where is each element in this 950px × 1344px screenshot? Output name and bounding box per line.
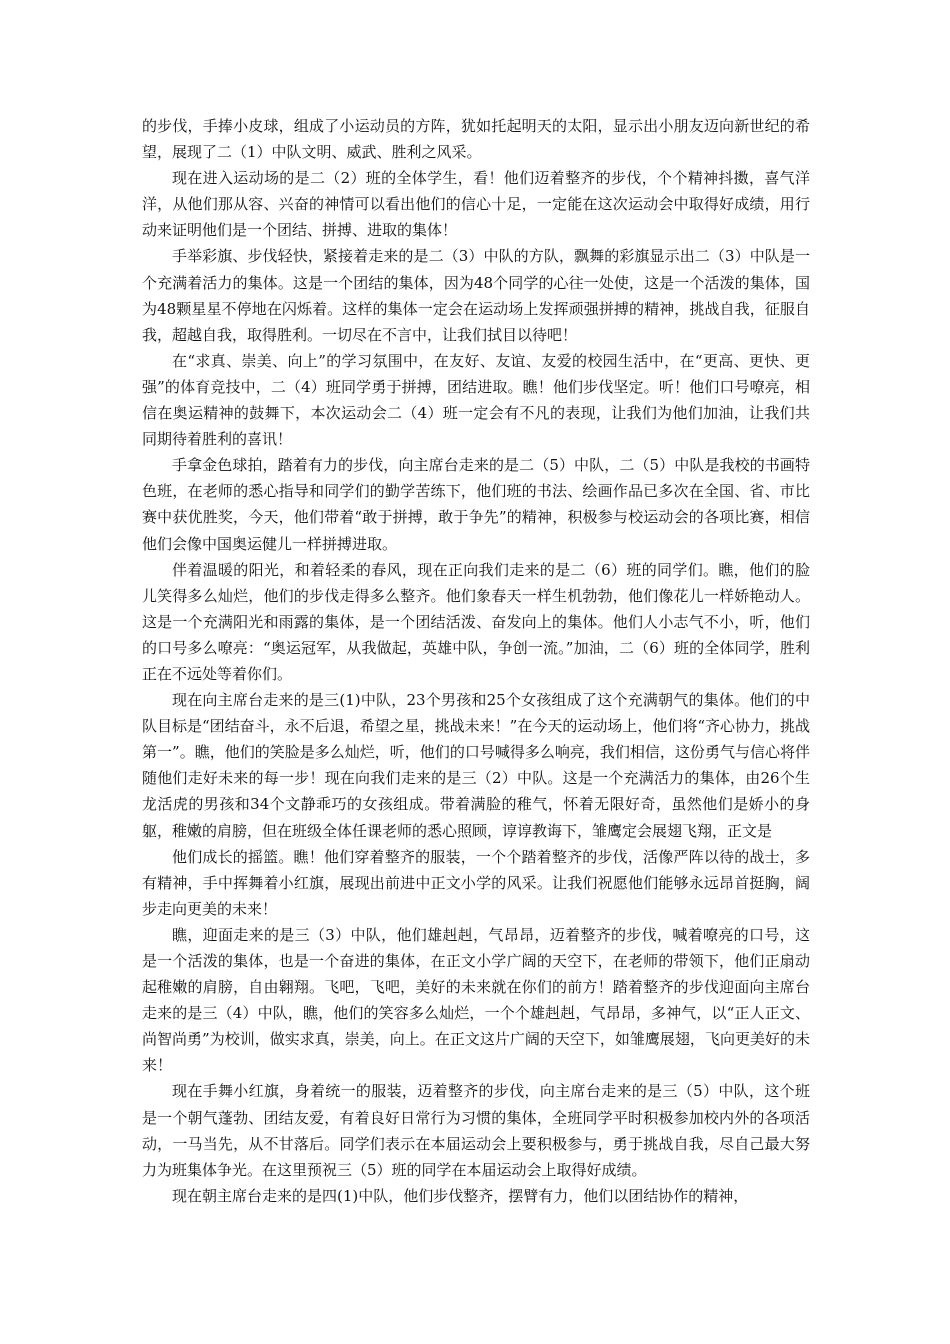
- paragraph: 现在向主席台走来的是三(1)中队，23个男孩和25个女孩组成了这个充满朝气的集体。他们的中队目标是“团结奋斗，永不后退，希望之星，挑战未来！”在今天的运动场上，他们将“齐心协力，挑战第一”。瞧，他们的笑脸是多么灿烂，听，他们的口号喊得多么响亮，我们相信，这份勇气与信心将伴随他们走好未来的每一步！现在向我们走来的是三（2）中队。这是一个充满活力的集体，由26个生龙活虎的男孩和34个文静乖巧的女孩组成。带着满脸的稚气，怀着无限好奇，虽然他们是娇小的身躯，稚嫩的肩膀，但在班级全体任课老师的悉心照顾，谆谆教诲下，雏鹰定会展翅飞翔，正文是: [142, 691, 811, 840]
- paragraph: 现在手舞小红旗，身着统一的服装，迈着整齐的步伐，向主席台走来的是三（5）中队，这个班是一个朝气蓬勃、团结友爱，有着良好日常行为习惯的集体，全班同学平时积极参加校内外的各项活动，一马当先，从不甘落后。同学们表示在本届运动会上要积极参与，勇于挑战自我，尽自己最大努力为班集体争光。在这里预祝三（5）班的同学在本届运动会上取得好成绩。: [142, 1082, 810, 1179]
- paragraph: 瞧，迎面走来的是三（3）中队，他们雄赳赳，气昂昂，迈着整齐的步伐，喊着嘹亮的口号，这是一个活泼的集体，也是一个奋进的集体，在正文小学广阔的天空下，在老师的带领下，他们正扇动起稚嫩的肩膀，自由翱翔。飞吧，飞吧，美好的未来就在你们的前方！踏着整齐的步伐迎面向主席台走来的是三（4）中队，瞧，他们的笑容多么灿烂，一个个雄赳赳，气昂昂，多神气，以“正人正文、尚智尚勇”为校训，做实求真，崇美，向上。在正文这片广阔的天空下，如雏鹰展翅，飞向更美好的未来！: [142, 925, 810, 1075]
- paragraph: 伴着温暖的阳光，和着轻柔的春风，现在正向我们走来的是二（6）班的同学们。瞧，他们的脸儿笑得多么灿烂，他们的步伐走得多么整齐。他们象春天一样生机勃勃，他们像花儿一样娇艳动人。这是一个充满阳光和雨露的集体，是一个团结活泼、奋发向上的集体。他们人小志气不小，听，他们的口号多么嘹亮：“奥运冠军，从我做起，英雄中队，争创一流。”加油，二（6）班的全体同学，胜利正在不远处等着你们。: [142, 560, 810, 683]
- paragraph: 他们成长的摇篮。瞧！他们穿着整齐的服装，一个个踏着整齐的步伐，活像严阵以待的战士，多有精神，手中挥舞着小红旗，展现出前进中正文小学的风采。让我们祝愿他们能够永远昂首挺胸，阔步走向更美的未来！: [142, 847, 810, 918]
- paragraph: 手拿金色球拍，踏着有力的步伐，向主席台走来的是二（5）中队，二（5）中队是我校的书画特色班，在老师的悉心指导和同学们的勤学苦练下，他们班的书法、绘画作品已多次在全国、省、市比赛中获优胜奖，今天，他们带着“敢于拼搏，敢于争先”的精神，积极参与校运动会的各项比赛，相信他们会像中国奥运健儿一样拼搏进取。: [142, 456, 810, 553]
- paragraph: 在“求真、崇美、向上”的学习氛围中，在友好、友谊、友爱的校园生活中，在“更高、更快、更强”的体育竞技中，二（4）班同学勇于拼搏，团结进取。瞧！他们步伐坚定。听！他们口号嘹亮，相信在奥运精神的鼓舞下，本次运动会二（4）班一定会有不凡的表现，让我们为他们加油，让我们共同期待着胜利的喜讯！: [142, 351, 810, 449]
- paragraph: 现在进入运动场的是二（2）班的全体学生，看！他们迈着整齐的步伐，个个精神抖擞，喜气洋洋，从他们那从容、兴奋的神情可以看出他们的信心十足，一定能在这次运动会中取得好成绩，用行动来证明他们是一个团结、拼搏、进取的集体！: [142, 169, 810, 240]
- paragraph: 手举彩旗、步伐轻快，紧接着走来的是二（3）中队的方队，飘舞的彩旗显示出二（3）中队是一个充满着活力的集体。这是一个团结的集体，因为48个同学的心往一处使，这是一个活泼的集体，国为48颗星星不停地在闪烁着。这样的集体一定会在运动场上发挥顽强拼搏的精神，挑战自我，征服自我，超越自我，取得胜利。一切尽在不言中，让我们拭目以待吧！: [142, 247, 810, 344]
- paragraph: 的步伐，手捧小皮球，组成了小运动员的方阵，犹如托起明天的太阳，显示出小朋友迈向新世纪的希望，展现了二（1）中队文明、威武、胜利之风采。: [142, 117, 810, 162]
- document-body: [142, 113, 810, 1209]
- paragraph: 现在朝主席台走来的是四(1)中队，他们步伐整齐，摆臂有力，他们以团结协作的精神，: [172, 1186, 749, 1205]
